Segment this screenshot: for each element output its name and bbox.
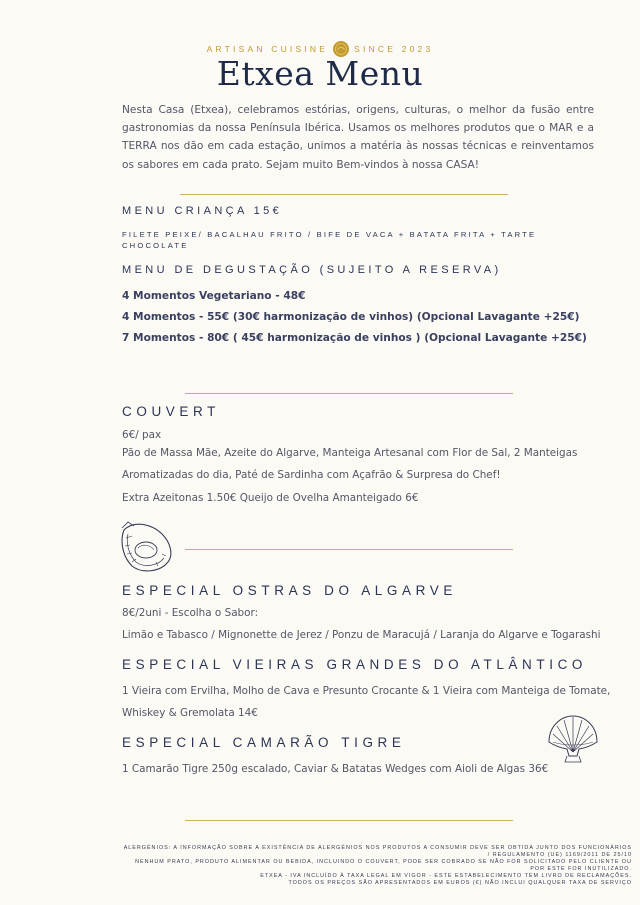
degustacao-option: 4 Momentos Vegetariano - 48€ [122,290,306,302]
oyster-icon [118,516,174,578]
camarao-heading: ESPECIAL CAMARÃO TIGRE [122,735,406,750]
footer-line: / REGULAMENTO (UE) 1169/2011 DE 25/10 [487,852,632,858]
menu-crianca-items: FILETE PEIXE/ BACALHAU FRITO / BIFE DE VACA + BATATA FRITA + TARTE CHOCOLATE [122,230,537,250]
divider [185,820,513,821]
ostras-flavors: Limão e Tabasco / Mignonette de Jerez / Ponzu de Maracujá / Laranja do Algarve e Togarashi [122,629,601,641]
footer-line: NENHUM PRATO, PRODUTO ALIMENTAR OU BEBIDA, INCLUINDO O COUVERT, PODE SER COBRADO SE NÃO FOR SOLICITADO PELO CLIENTE OU [135,859,632,865]
divider [180,194,508,195]
tagline-left: ARTISAN CUISINE [206,44,329,54]
footer-legal [120,845,632,887]
couvert-heading: COUVERT [122,404,220,419]
footer-line: ALERGÉNIOS: A INFORMAÇÃO SOBRE A EXISTÊNCIA DE ALERGÉNIOS NOS PRODUTOS A CONSUMIR DEVE SER OBTIDA JUNTO DOS FUNCIONÁRIOS [123,845,632,851]
ostras-price: 8€/2uni - Escolha o Sabor: [122,607,259,619]
scallop-shell-icon [545,712,601,768]
couvert-description: Pão de Massa Mãe, Azeite do Algarve, Manteiga Artesanal com Flor de Sal, 2 Manteigas Aromatizadas do dia, Paté de Sardinha com Açafrão & Surpresa do Chef! [122,447,578,481]
menu-crianca-heading: MENU CRIANÇA 15€ [122,205,283,217]
tagline-right: SINCE 2023 [354,44,434,54]
footer-line: ETXEA - IVA INCLUÍDO À TAXA LEGAL EM VIGOR - ESTE ESTABELECIMENTO TEM LIVRO DE RECLAMAÇÕES. [260,873,632,879]
footer-line: TODOS OS PREÇOS SÃO APRESENTADOS EM EUROS (€) NÃO INCLUI QUALQUER TAXA DE SERVIÇO [288,880,632,886]
camarao-description: 1 Camarão Tigre 250g escalado, Caviar & Batatas Wedges com Aioli de Algas 36€ [122,763,549,775]
menu-degustacao-heading: MENU DE DEGUSTAÇÃO (SUJEITO A RESERVA) [122,264,502,276]
couvert-extra: Extra Azeitonas 1.50€ Queijo de Ovelha Amanteigado 6€ [122,492,419,504]
degustacao-option: 4 Momentos - 55€ (30€ harmonização de vinhos) (Opcional Lavagante +25€) [122,311,580,323]
couvert-price: 6€/ pax [122,429,162,441]
vieiras-description: 1 Vieira com Ervilha, Molho de Cava e Presunto Crocante & 1 Vieira com Manteiga de Tomate, Whiskey & Gremolata 14€ [122,685,611,719]
divider [185,393,513,394]
page-title: Etxea Menu [216,54,424,93]
divider [185,549,513,550]
footer-line: POR ESTE FOR INUTILIZADO. [530,866,632,872]
ostras-heading: ESPECIAL OSTRAS DO ALGARVE [122,583,457,598]
degustacao-option: 7 Momentos - 80€ ( 45€ harmonização de vinhos ) (Opcional Lavagante +25€) [122,332,587,344]
intro-paragraph: Nesta Casa (Etxea), celebramos estórias, origens, culturas, o melhor da fusão entre gastronomias da nossa Península Ibérica. Usamos os melhores produtos que o MAR e a TERRA nos dão em cada estação, unimos a matéria às nossas técnicas e reinventamos os sabores em cada prato. Sejam muito Bem-vindos à nossa CASA! [122,104,594,171]
vieiras-heading: ESPECIAL VIEIRAS GRANDES DO ATLÂNTICO [122,657,588,672]
